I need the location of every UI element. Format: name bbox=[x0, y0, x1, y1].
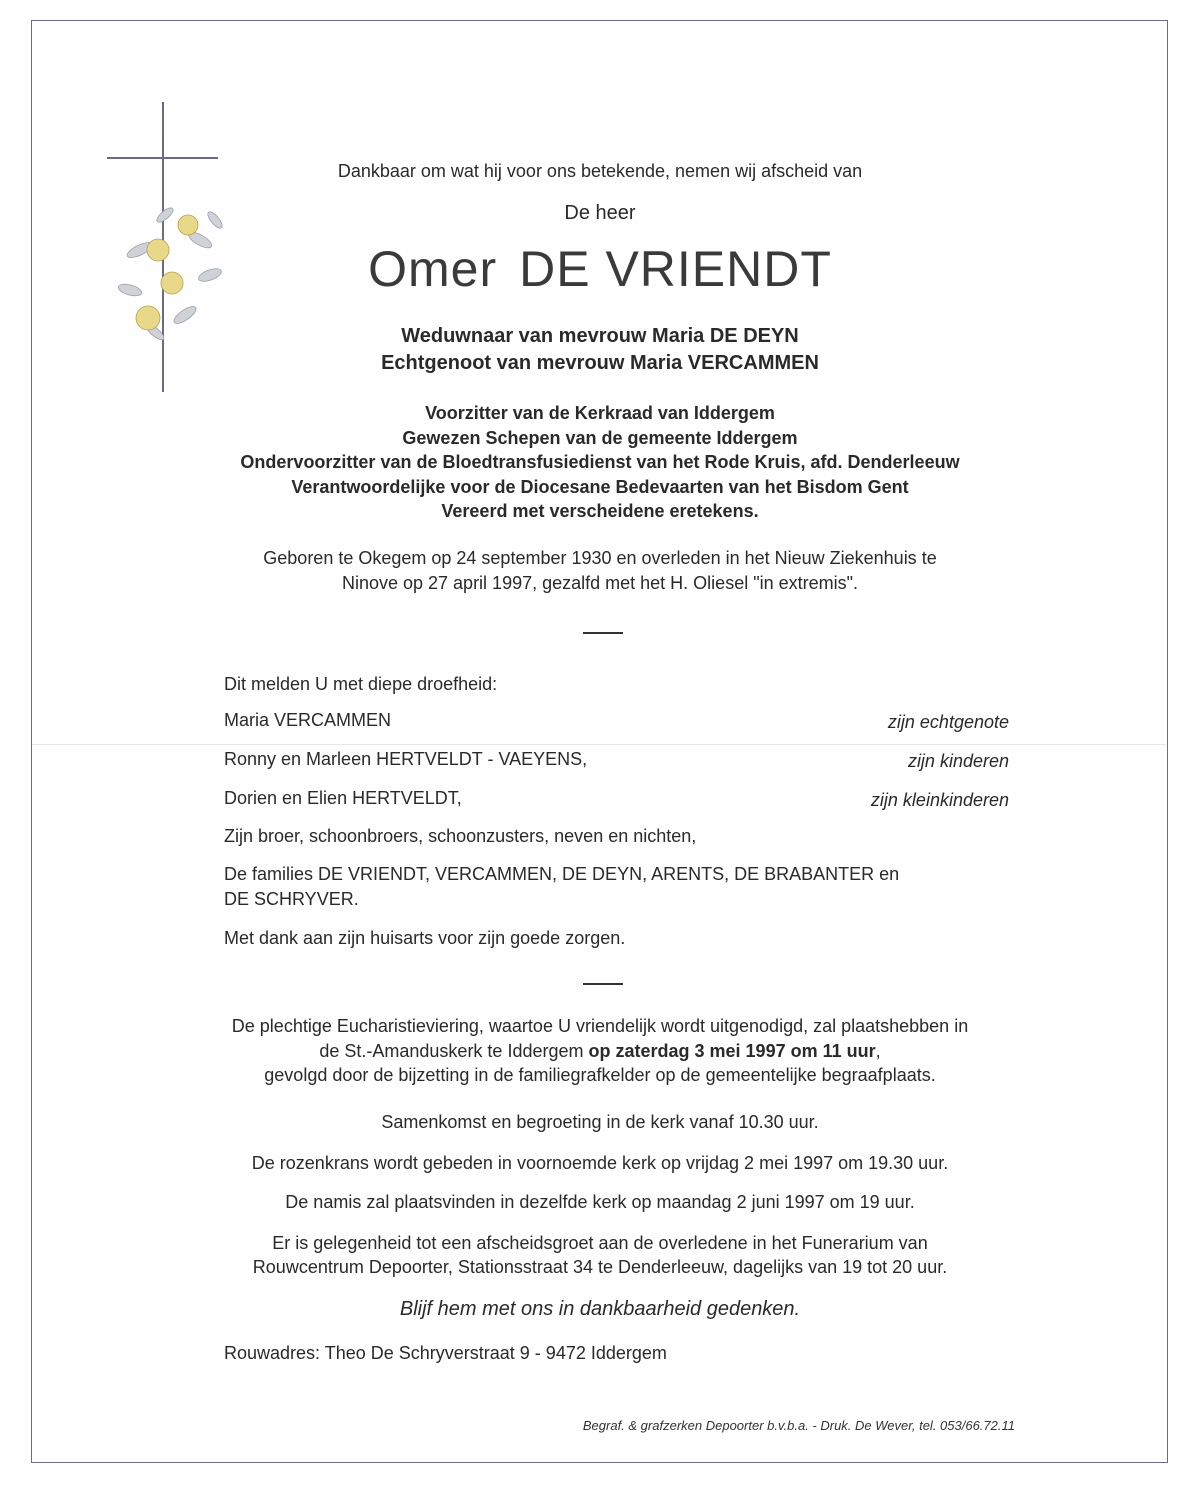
birth-death-line: Ninove op 27 april 1997, gezalfd met het H. Oliesel "in extremis". bbox=[341, 573, 859, 593]
deceased-name bbox=[0, 240, 1200, 298]
mourner-name: Dorien en Elien HERTVELDT, bbox=[224, 788, 462, 808]
mourner-name: Maria VERCAMMEN bbox=[224, 710, 392, 730]
relation-line: Echtgenoot van mevrouw Maria VERCAMMEN bbox=[381, 352, 819, 374]
printer-footer: Begraf. & grafzerken Depoorter b.v.b.a. - Druk. De Wever, tel. 053/66.72.11 bbox=[582, 1418, 1015, 1433]
first-name: Omer bbox=[368, 241, 498, 297]
families-line: DE SCHRYVER. bbox=[224, 889, 359, 909]
service-line: gevolgd door de bijzetting in de familiegrafkelder op de gemeentelijke begraafplaats. bbox=[264, 1065, 936, 1085]
viewing-line: Rouwcentrum Depoorter, Stationsstraat 34 te Denderleeuw, dagelijks van 19 tot 20 uur. bbox=[252, 1257, 948, 1277]
relation-line: Weduwnaar van mevrouw Maria DE DEYN bbox=[401, 325, 799, 347]
mourner-relation: zijn kleinkinderen bbox=[870, 790, 1009, 810]
mourner-relation: zijn kinderen bbox=[907, 751, 1009, 771]
closing-line: Blijf hem met ons in dankbaarheid gedenken. bbox=[399, 1298, 801, 1320]
rosary-line: De rozenkrans wordt gebeden in voornoemde kerk op vrijdag 2 mei 1997 om 19.30 uur. bbox=[251, 1153, 949, 1173]
service-church: de St.-Amanduskerk te Iddergem bbox=[319, 1041, 589, 1061]
mourner-relation: zijn echtgenote bbox=[887, 712, 1009, 732]
title-line: Voorzitter van de Kerkraad van Iddergem bbox=[425, 403, 775, 423]
service-date: op zaterdag 3 mei 1997 om 11 uur bbox=[588, 1041, 876, 1061]
service-line bbox=[0, 1041, 1200, 1062]
address-line: Rouwadres: Theo De Schryverstraat 9 - 9472 Iddergem bbox=[224, 1343, 667, 1363]
service-comma: , bbox=[875, 1041, 881, 1061]
intro-text: Dankbaar om wat hij voor ons betekende, nemen wij afscheid van bbox=[337, 161, 863, 181]
gathering-line: Samenkomst en begroeting in de kerk vanaf 10.30 uur. bbox=[381, 1112, 819, 1132]
extended-family: Zijn broer, schoonbroers, schoonzusters, neven en nichten, bbox=[224, 826, 697, 846]
title-line: Verantwoordelijke voor de Diocesane Bedevaarten van het Bisdom Gent bbox=[291, 477, 909, 497]
divider bbox=[583, 983, 623, 985]
title-line: Gewezen Schepen van de gemeente Iddergem bbox=[402, 428, 798, 448]
announce-intro: Dit melden U met diepe droefheid: bbox=[224, 674, 498, 694]
families-line: De families DE VRIENDT, VERCAMMEN, DE DEYN, ARENTS, DE BRABANTER en bbox=[224, 864, 900, 884]
birth-death-line: Geboren te Okegem op 24 september 1930 en overleden in het Nieuw Ziekenhuis te bbox=[263, 548, 937, 568]
service-line: De plechtige Eucharistieviering, waartoe U vriendelijk wordt uitgenodigd, zal plaatshebben in bbox=[231, 1016, 969, 1036]
title-line: Vereerd met verscheidene eretekens. bbox=[441, 501, 759, 521]
title-line: Ondervoorzitter van de Bloedtransfusiedienst van het Rode Kruis, afd. Denderleeuw bbox=[240, 452, 960, 472]
mourner-name: Ronny en Marleen HERTVELDT - VAEYENS, bbox=[224, 749, 588, 769]
fold-line bbox=[32, 744, 1166, 745]
viewing-line: Er is gelegenheid tot een afscheidsgroet aan de overledene in het Funerarium van bbox=[272, 1233, 928, 1253]
thanks-line: Met dank aan zijn huisarts voor zijn goede zorgen. bbox=[224, 928, 626, 948]
salutation: De heer bbox=[564, 202, 636, 224]
last-name: DE VRIENDT bbox=[519, 241, 832, 297]
month-mass-line: De namis zal plaatsvinden in dezelfde kerk op maandag 2 juni 1997 om 19 uur. bbox=[285, 1192, 915, 1212]
divider bbox=[583, 632, 623, 634]
